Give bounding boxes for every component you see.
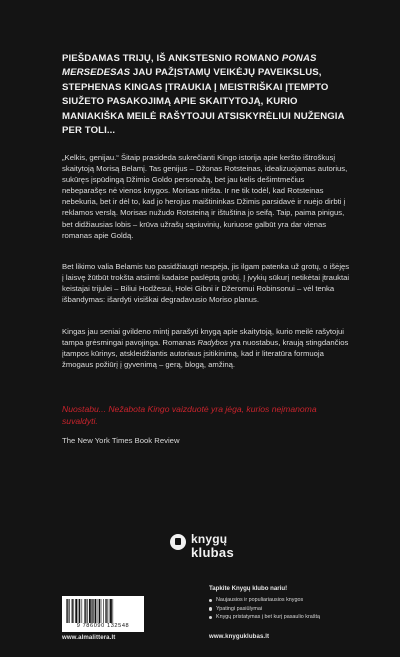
lead-paragraph — [62, 52, 350, 138]
synopsis-paragraph-2: Bet likimo valia Belamis tuo pasidžiaugti nespėja, jis ilgam patenka už grotų, o išėjęs į laisvę žūtbūt trokšta atsiimti kadaise paslėptą grobį. Į įvykių sūkurį netikėtai įtrauktai keistajai trijulei – Biliui Hodžesui, Holei Gibni ir Džeromui Robinsonui – vėl tenka išbandymas: išardyti visiškai degradavusio Moriso planus. — [62, 262, 350, 305]
club-title: Tapkite Knygų klubo nariu! — [209, 585, 288, 592]
lead-book-title: PONAS MERSEDESAS — [62, 53, 317, 79]
club-benefit-item: Knygų pristatymas į bet kurį pasaulio kraštą — [209, 613, 359, 622]
club-benefit-item: Naujausios ir populiariausios knygos — [209, 596, 359, 605]
lead-text-2: JAU PAŽĮSTAMŲ VEIKĖJŲ PAVEIKSLUS, STEPHENAS KINGAS ĮTRAUKIA Į MEISTRIŠKAI ĮTEMPTO SIUŽETO PASAKOJIMĄ APIE SKAITYTOJĄ, KURIO MANIAKIŠKA MEILĖ RAŠYTOJUI ATSISKYRĖLIUI NUŽENGIA PER TOLI... — [62, 67, 345, 137]
review-quote-source: The New York Times Book Review — [62, 436, 180, 445]
barcode-bars — [66, 599, 140, 623]
club-url: www.knyguklubas.lt — [209, 633, 270, 640]
lead-text-1: PIEŠDAMAS TRIJŲ, IŠ ANKSTESNIO ROMANO — [62, 53, 282, 64]
p3-text-1: Kingas jau seniai gvildeno mintį parašyti knygą apie skaitytoją, kurio meilė rašytojui tampa grėsmingai pavojinga. Romanas — [62, 327, 345, 348]
synopsis-paragraph-3 — [62, 326, 350, 370]
logo-line-1: knygų — [191, 532, 228, 546]
synopsis-paragraph-1: „Kelkis, genijau.“ Šitaip prasideda sukrečianti Kingo istorija apie keršto ištroškusį skaitytoją Morisą Belamį. Tas genijus – Džonas Rotsteinas, idealizuojamas autorius, sukūręs įspūdingą Džimio Goldo personažą, bet jau kelis dešimtmečius nebeparašęs nė vienos knygos. Morisas niršta. Ir ne tik todėl, kad Rotsteinas nebekuria, bet ir dėl to, kad jo herojus maištininkas Džimis parsidavė ir nuėjo dirbti į reklamos verslą. Morisas nužudo Rotsteiną ir ištuština jo seifą. Taip, paima pinigus, bet didžiausias lobis – krūva užrašų sąsiuvinių, kuriuose galbūt yra dar vienas romanas apie Goldą. — [62, 153, 348, 240]
book-icon — [170, 534, 186, 550]
publisher-url: www.almalittera.lt — [62, 634, 116, 641]
isbn-barcode — [62, 596, 144, 632]
review-quote: Nuostabu... Nežabota Kingo vaizduotė yra jėga, kurios neįmanoma suvaldyti. — [62, 404, 317, 427]
p3-book-title: Radybos — [197, 338, 228, 348]
logo-line-2: klubas — [191, 545, 234, 560]
club-benefit-item: Ypatingi pasiūlymai — [209, 605, 359, 614]
club-info — [209, 585, 359, 622]
p3-text-2: yra nuostabus, kraują stingdančios įtampos kūrinys, atskleidžiantis autoriaus įsitikinimą, kad ir literatūra formuoja žmogaus požiūrį į gyvenimą – gerą, blogą, amžiną. — [62, 338, 349, 370]
club-benefits-list — [209, 596, 359, 622]
barcode-number: 9 786090 132548 — [76, 623, 130, 629]
knygu-klubas-logo — [170, 532, 270, 572]
